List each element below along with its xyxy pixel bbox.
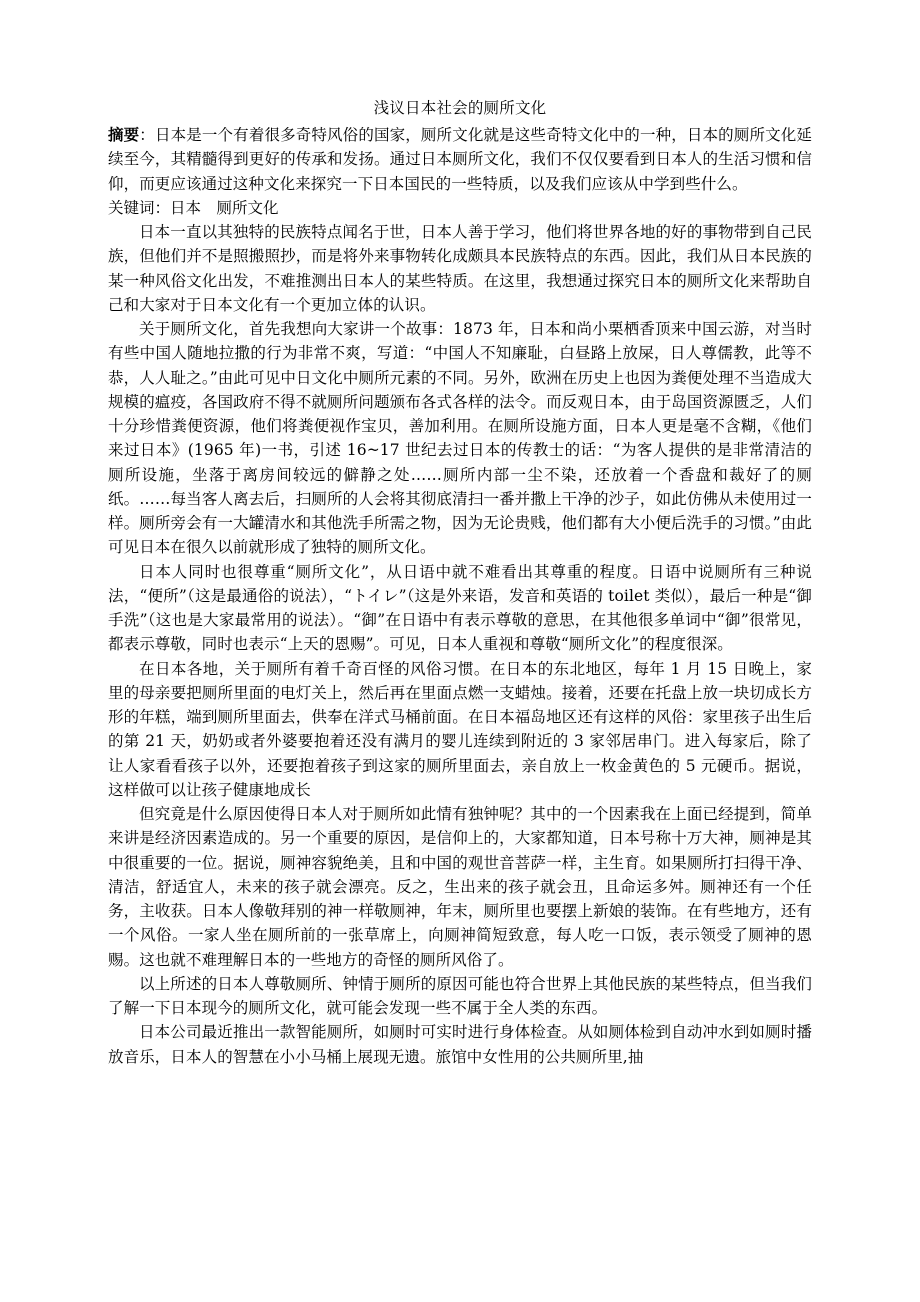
keywords-line: 关键词：日本 厕所文化 bbox=[108, 198, 279, 217]
body-paragraph-5: 但究竟是什么原因使得日本人对于厕所如此情有独钟呢？其中的一个因素我在上面已经提到，简单来讲是经济因素造成的。另一个重要的原因，是信仰上的，大家都知道，日本号称十万大神，厕神是其中很重要的一位。据说，厕神容貌绝美，且和中国的观世音菩萨一样，主生育。如果厕所打扫得干净、清洁，舒适宜人，未来的孩子就会漂亮。反之，生出来的孩子就会丑，且命运多舛。厕神还有一个任务，主收获。日本人像敬拜别的神一样敬厕神，年末，厕所里也要摆上新娘的装饰。在有些地方，还有一个风俗。一家人坐在厕所前的一张草席上，向厕神简短致意，每人吃一口饭，表示领受了厕神的恩赐。这也就不难理解日本的一些地方的奇怪的厕所风俗了。 bbox=[108, 805, 812, 969]
body-paragraph-4: 在日本各地，关于厕所有着千奇百怪的风俗习惯。在日本的东北地区，每年 1 月 15 日晚上，家里的母亲要把厕所里面的电灯关上，然后再在里面点燃一支蜡烛。接着，还要在托盘上放一块切成长方形的年糕，端到厕所里面去，供奉在洋式马桶前面。在日本福岛地区还有这样的风俗：家里孩子出生后的第 21 天，奶奶或者外婆要抱着还没有满月的婴儿连续到附近的 3 家邻居串门。进入每家后，除了让人家看看孩子以外，还要抱着孩子到这家的厕所里面去，亲自放上一枚金黄色的 5 元硬币。据说，这样做可以让孩子健康地成长 bbox=[108, 659, 812, 799]
page-title: 浅议日本社会的厕所文化 bbox=[373, 99, 547, 117]
abstract-label: 摘要 bbox=[108, 125, 140, 145]
body-paragraph-6: 以上所述的日本人尊敬厕所、钟情于厕所的原因可能也符合世界上其他民族的某些特点，但当我们了解一下日本现今的厕所文化，就可能会发现一些不属于全人类的东西。 bbox=[108, 974, 812, 1018]
body-paragraph-1: 日本一直以其独特的民族特点闻名于世，日本人善于学习，他们将世界各地的好的事物带到自己民族，但他们并不是照搬照抄，而是将外来事物转化成颇具本民族特点的东西。因此，我们从日本民族的某一种风俗文化出发，不难推测出日本人的某些特质。在这里，我想通过探究日本的厕所文化来帮助自己和大家对于日本文化有一个更加立体的认识。 bbox=[108, 223, 812, 314]
abstract-text: ：日本是一个有着很多奇特风俗的国家，厕所文化就是这些奇特文化中的一种，日本的厕所文化延续至今，其精髓得到更好的传承和发扬。通过日本厕所文化，我们不仅仅要看到日本人的生活习惯和信仰，而更应该通过这种文化来探究一下日本国民的一些特质，以及我们应该从中学到些什么。 bbox=[108, 126, 812, 193]
body-paragraph-3: 日本人同时也很尊重“厕所文化”，从日语中就不难看出其尊重的程度。日语中说厕所有三种说法，“便所”（这是最通俗的说法），“トイレ”（这是外来语，发音和英语的 toilet 类似），最后一种是“御手洗”（这也是大家最常用的说法）。“御”在日语中有表示尊敬的意思，在其他很多单词中“御”很常见，都表示尊敬，同时也表示“上天的恩赐”。可见，日本人重视和尊敬“厕所文化”的程度很深。 bbox=[108, 562, 812, 654]
abstract-paragraph bbox=[108, 123, 812, 196]
body-paragraph-7: 日本公司最近推出一款智能厕所，如厕时可实时进行身体检查。从如厕体检到自动冲水到如厕时播放音乐，日本人的智慧在小小马桶上展现无遗。旅馆中女性用的公共厕所里,抽 bbox=[108, 1023, 812, 1066]
body-paragraph-2: 关于厕所文化，首先我想向大家讲一个故事：1873 年，日本和尚小栗栖香顶来中国云游，对当时有些中国人随地拉撒的行为非常不爽，写道：“中国人不知廉耻，白昼路上放屎，日人尊儒教，此等不恭，人人耻之。”由此可见中日文化中厕所元素的不同。另外，欧洲在历史上也因为粪便处理不当造成大规模的瘟疫，各国政府不得不就厕所问题颁布各式各样的法令。而反观日本，由于岛国资源匮乏，人们十分珍惜粪便资源，他们将粪便视作宝贝，善加利用。在厕所设施方面，日本人更是毫不含糊，《他们来过日本》(1965 年)一书，引述 16~17 世纪去过日本的传教士的话：“为客人提供的是非常清洁的厕所设施，坐落于离房间较远的僻静之处……厕所内部一尘不染，还放着一个香盘和裁好了的厕纸。……每当客人离去后，扫厕所的人会将其彻底清扫一番并撒上干净的沙子，如此仿佛从未使用过一样。厕所旁会有一大罐清水和其他洗手所需之物，因为无论贵贱，他们都有大小便后洗手的习惯。”由此可见日本在很久以前就形成了独特的厕所文化。 bbox=[108, 320, 812, 557]
